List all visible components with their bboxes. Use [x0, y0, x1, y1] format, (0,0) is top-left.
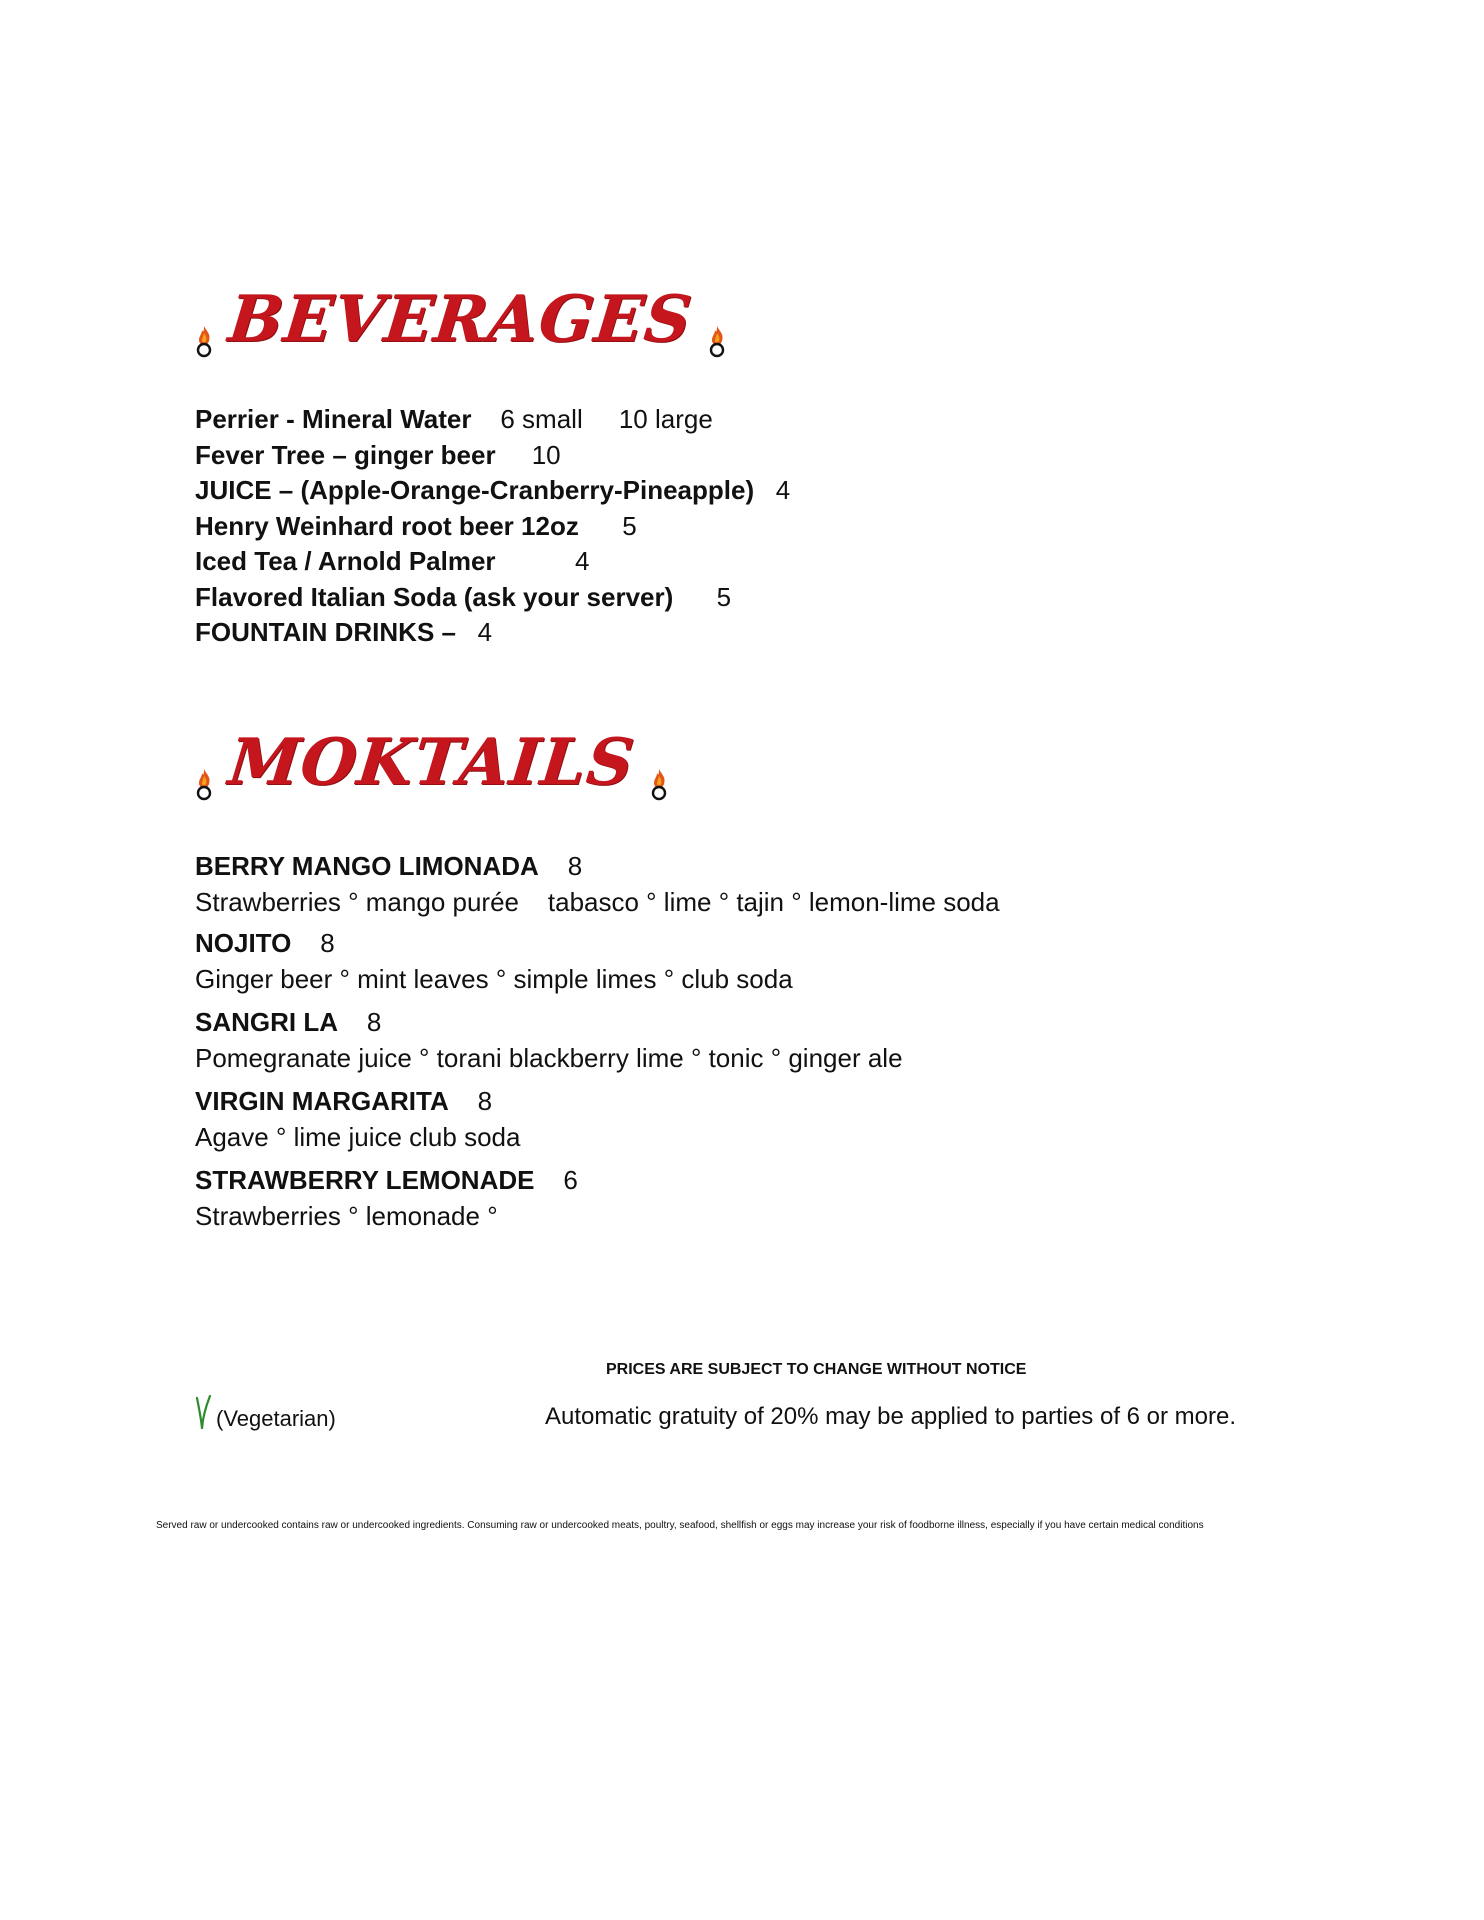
flame-ring-icon [193, 767, 215, 801]
moktail-price: 6 [563, 1165, 578, 1195]
moktail-title [195, 928, 335, 958]
moktail-description: Strawberries ° mango purée tabasco ° lime ° tajin ° lemon-lime soda [195, 887, 1000, 917]
beverage-item [195, 617, 492, 647]
moktail-name: NOJITO [195, 928, 292, 958]
moktail-title [195, 1165, 578, 1195]
moktail-name: SANGRI LA [195, 1007, 338, 1037]
moktail-title [195, 1086, 492, 1116]
flame-ring-icon [648, 767, 670, 801]
prices-notice: PRICES ARE SUBJECT TO CHANGE WITHOUT NOTICE [606, 1361, 1027, 1378]
moktail-price: 8 [567, 851, 583, 881]
moktail-description: Pomegranate juice ° torani blackberry lime ° tonic ° ginger ale [195, 1043, 903, 1073]
beverage-item [195, 511, 637, 541]
flame-ring-icon [706, 324, 728, 358]
moktail-price: 8 [366, 1007, 382, 1037]
beverages-title: BEVERAGES [225, 282, 696, 357]
moktail-description: Strawberries ° lemonade ° [195, 1201, 498, 1231]
moktail-name: BERRY MANGO LIMONADA [195, 851, 539, 881]
moktail-title [195, 851, 582, 881]
gratuity-notice: Automatic gratuity of 20% may be applied to parties of 6 or more. [545, 1403, 1237, 1430]
beverage-name: Flavored Italian Soda (ask your server) [195, 582, 674, 612]
moktail-name: VIRGIN MARGARITA [195, 1086, 449, 1116]
beverage-item [195, 440, 561, 470]
beverage-price: 5 [716, 582, 732, 612]
beverage-item [195, 475, 790, 505]
beverage-price: 4 [775, 475, 791, 505]
beverage-item [195, 404, 713, 434]
beverage-name: Iced Tea / Arnold Palmer [195, 546, 496, 576]
moktails-heading [193, 725, 670, 800]
moktail-description: Ginger beer ° mint leaves ° simple limes ° club soda [195, 964, 793, 994]
beverage-item [195, 546, 589, 576]
beverage-price: 5 [622, 511, 637, 541]
beverage-price: 10 [531, 440, 561, 470]
beverage-price: 4 [575, 546, 590, 576]
moktails-title: MOKTAILS [225, 725, 639, 800]
beverage-name: JUICE – (Apple-Orange-Cranberry-Pineapple) [195, 475, 755, 505]
flame-ring-icon [193, 324, 215, 358]
beverage-name: Henry Weinhard root beer 12oz [195, 511, 579, 541]
moktail-price: 8 [477, 1086, 493, 1116]
beverages-heading [193, 282, 728, 357]
moktail-price: 8 [320, 928, 335, 958]
beverage-name: Fever Tree – ginger beer [195, 440, 496, 470]
vegetarian-label: (Vegetarian) [216, 1406, 336, 1431]
moktail-description: Agave ° lime juice club soda [195, 1122, 521, 1152]
moktail-title [195, 1007, 381, 1037]
beverage-name: Perrier - Mineral Water [195, 404, 472, 434]
beverage-price: 6 small 10 large [500, 404, 713, 434]
beverage-name: FOUNTAIN DRINKS – [195, 617, 456, 647]
sprout-icon [193, 1394, 213, 1430]
beverage-price: 4 [477, 617, 493, 647]
moktail-name: STRAWBERRY LEMONADE [195, 1165, 535, 1195]
beverage-item [195, 582, 731, 612]
food-safety-disclaimer: Served raw or undercooked contains raw or undercooked ingredients. Consuming raw or undercooked meats, poultry, seafood, shellfish or eggs may increase your risk of foodborne illness, especially if you have certain medical conditions [156, 1520, 1204, 1531]
